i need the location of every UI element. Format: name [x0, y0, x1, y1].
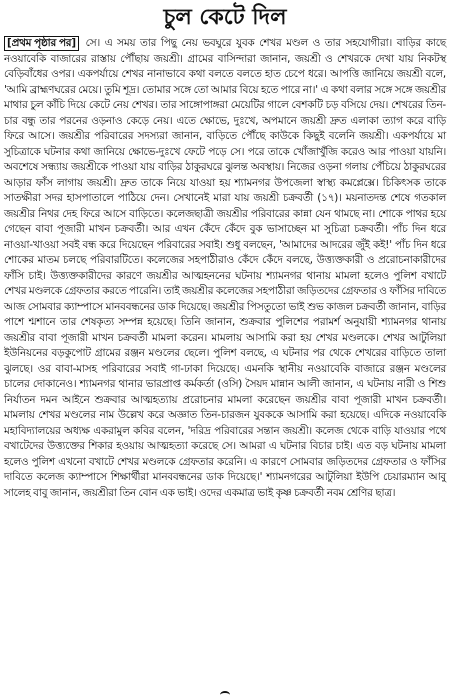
headline: চুল কেটে দিল: [163, 4, 287, 30]
article-body: [4, 36, 446, 501]
article-body-text: সে। এ সময় তার পিছু নেয় ভবঘুরে যুবক শেখর মণ্ডল ও তার সহযোগীরা। বাড়ির কাছে নওয়াবেকি বাজারের রাস্তায় পৌঁছায় জয়শ্রী। গ্রামের বাসিন্দারা জানান, জয়শ্রী ও শেখরকে দেখা যায় নিকটস্থ বেড়িবাঁধের ওপর। একপর্যায়ে শেখর নানাভাবে কথা বলতে বলতে হাত চেপে ধরে। আপত্তি জানিয়ে জয়শ্রী বলে, 'আমি ব্রাহ্মণঘরের মেয়ে। তুমি শূদ্র। তোমার সঙ্গে তো আমার বিয়ে হতে পারে না।' এ কথা বলার সঙ্গে সঙ্গে জয়শ্রীর মাথার চুল কাঁচি দিয়ে কেটে নেয় শেখর। তার সাঙ্গোপাঙ্গরা মেয়েটির গালে বেশকটি চড় বসিয়ে দেয়। শেখরের তিন-চার বন্ধু তার পরনের ওড়নাও কেড়ে নেয়। এতে ক্ষোভে, দুঃখে, অপমানে জয়শ্রী দ্রুত এলাকা ত্যাগ করে বাড়ি ফিরে আসে। জয়শ্রীর পরিবারের সদস্যরা জানান, বাড়িতে পৌঁছে কাউকে কিছুই বলেনি জয়শ্রী। একপর্যায়ে মা সুচিত্রাকে ঘটনার কথা জানিয়ে ক্ষোভে-দুঃখে ফেটে পড়ে সে। পরে তাকে খোঁজাখুঁজি করেও আর পাওয়া যায়নি। অবশেষে সন্ধ্যায় জয়শ্রীকে পাওয়া যায় বাড়ির ঠাকুরঘরে ঝুলন্ত অবস্থায়। নিজের ওড়না গলায় পেঁচিয়ে ঠাকুরঘরের আড়ার ফাঁস লাগায় জয়শ্রী। দ্রুত তাকে নিয়ে যাওয়া হয় শ্যামনগর উপজেলা স্বাস্থ্য কমপ্লেক্সে। চিকিৎসক তাকে সাতক্ষীরা সদর হাসপাতালে পাঠিয়ে দেন। সেখানেই মারা যায় জয়শ্রী চক্রবর্তী (১৭)। ময়নাতদন্ত শেষে গতকাল জয়শ্রীর নিথর দেহ ফিরে আসে বাড়িতে। কলেজছাত্রী জয়শ্রীর পরিবারের কান্না যেন থামছে না। শোকে পাথর হয়ে গেছেন বাবা পূজারী মাখন চক্রবর্তী। আর এখন কেঁদে কেঁদে বুক ভাসাচ্ছেন মা সুচিত্রা চক্রবর্তী। পাঁচ দিন ধরে নাওয়া-খাওয়া সবই বন্ধ করে দিয়েছেন পরিবারের সবাই। শুধু বলছেন, 'আমাদের আদরের জুঁই কই!' পাঁচ দিন ধরে শোকের মাতম চলছে পরিবারটিতে। কলেজের সহপাঠীরাও কেঁদে কেঁদে বলছে, উত্ত্যক্তকারী ও প্ররোচনাকারীদের ফাঁসি চাই। উত্ত্যক্তকারীদের কারণে জয়শ্রীর আত্মহননের ঘটনায় শ্যামনগর থানায় মামলা হলেও পুলিশ বখাটে শেখর মণ্ডলকে গ্রেফতার করতে পারেনি। তাই জয়শ্রীর কলেজের সহপাঠীরা জড়িতদের গ্রেফতার ও ফাঁসির দাবিতে আজ সোমবার ক্যাম্পাসে মানববন্ধনের ডাক দিয়েছে। জয়শ্রীর পিসতুতো ভাই শুভ কাজল চক্রবর্তী জানান, বাড়ির পাশে শ্মশানে তার শেষকৃত্য সম্পন্ন হয়েছে। তিনি জানান, শুক্রবার পুলিশের পরামর্শ অনুযায়ী শ্যামনগর থানায় জয়শ্রীর বাবা পূজারী মাখন চক্রবর্তী মামলা করেন। মামলায় আসামি করা হয় শেখর মণ্ডলকে। শেখর আটুলিয়া ইউনিয়নের বড়কুপোট গ্রামের রঞ্জন মণ্ডলের ছেলে। পুলিশ বলছে, এ ঘটনার পর থেকে শেখরের বাড়িতে তালা ঝুলছে। ওর বাবা-মাসহ পরিবারের সবাই গা-ঢাকা দিয়েছে। এমনকি স্থানীয় নওয়াবেকি বাজারে রঞ্জন মণ্ডলের চালের দোকানেও। শ্যামনগর থানার ভারপ্রাপ্ত কর্মকর্তা (ওসি) সৈয়দ মান্নান আলী জানান, এ ঘটনায় নারী ও শিশু নির্যাতন দমন আইনে শুক্রবার আত্মহত্যায় প্ররোচনার মামলা করেছেন জয়শ্রীর বাবা পূজারী মাখন চক্রবর্তী। মামলায় শেখর মণ্ডলের নাম উল্লেখ করে অজ্ঞাত তিন-চারজন যুবককে আসামি করা হয়েছে। এদিকে নওয়াবেকি মহাবিদ্যালয়ের অধ্যক্ষ একরামুল কবির বলেন, 'দরিদ্র পরিবারের সন্তান জয়শ্রী। কলেজ থেকে বাড়ি যাওয়ার পথে বখাটেদের উত্ত্যক্তের শিকার হওয়ায় আত্মহত্যা করেছে সে। আমরা এ ঘটনার বিচার চাই। এত বড় ঘটনায় মামলা হলেও পুলিশ এখনো বখাটে শেখর মণ্ডলকে গ্রেফতার করেনি। এ কারণে সোমবার জড়িতদের গ্রেফতার ও ফাঁসির দাবিতে কলেজ ক্যাম্পাসে শিক্ষার্থীরা মানববন্ধনের ডাক দিয়েছে।' শ্যামনগরের আটুলিয়া ইউপি চেয়ারম্যান আবু সালেহ বাবু জানান, জয়শ্রীরা তিন বোন এক ভাই। ওদের একমাত্র ভাই কৃষ্ণ চক্রবর্তী নবম শ্রেণির ছাত্র।: [4, 37, 446, 499]
continued-from-front-page-tag: [প্রথম পৃষ্ঠার পর]: [4, 36, 79, 51]
bottom-ornament: [220, 691, 230, 699]
continued-tag-label: প্রথম পৃষ্ঠার পর: [11, 37, 72, 49]
